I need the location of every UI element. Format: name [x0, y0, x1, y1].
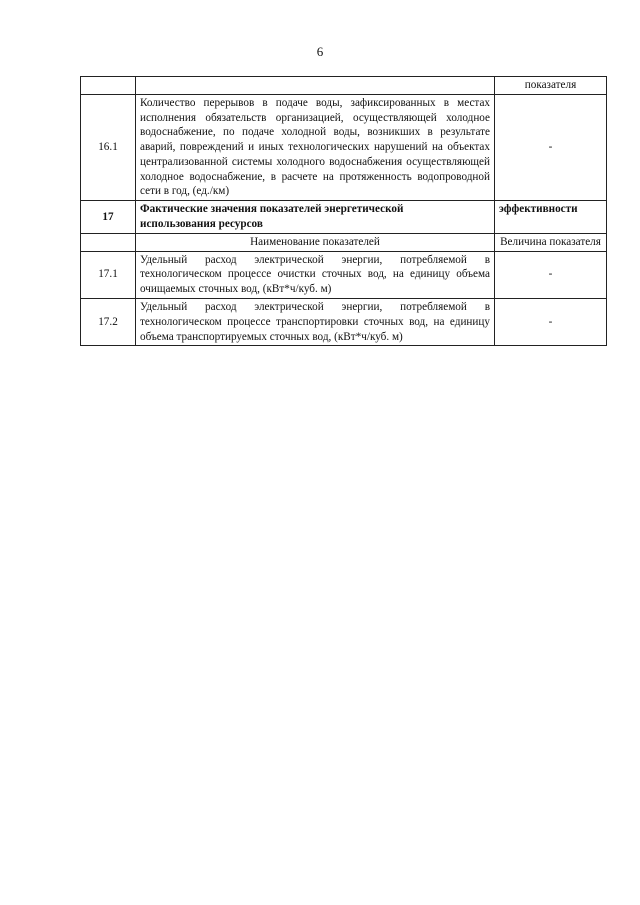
- indicator-value: -: [495, 298, 607, 345]
- table-row: [81, 94, 607, 200]
- indicator-value: -: [495, 94, 607, 200]
- subheader-row: [81, 233, 607, 251]
- section-row: [81, 201, 607, 234]
- row-number: 16.1: [81, 94, 136, 200]
- cell-name: [136, 77, 495, 95]
- indicator-description: Удельный расход электрической энергии, потребляемой в технологическом процессе очистки сточных вод, на единицу объема очищаемых сточных вод, (кВт*ч/куб. м): [136, 251, 495, 298]
- page-number: 6: [316, 44, 324, 59]
- indicator-value: -: [495, 251, 607, 298]
- table-row: [81, 77, 607, 95]
- indicator-description: Удельный расход электрической энергии, потребляемой в технологическом процессе транспортировки сточных вод, на единицу объема транспортируемых сточных вод, (кВт*ч/куб. м): [136, 298, 495, 345]
- indicator-description: Количество перерывов в подаче воды, зафиксированных в местах исполнения обязательств организацией, осуществляющей холодное водоснабжение, по подаче холодной воды, возникших в результате аварий, повреждений и иных технологических нарушений на объектах централизованной системы холодного водоснабжения осуществляющей холодное водоснабжение, в расчете на протяженность водопроводной сети в год, (ед./км): [136, 94, 495, 200]
- row-number: 17.1: [81, 251, 136, 298]
- column-header-name: Наименование показателей: [136, 233, 495, 251]
- section-number: 17: [81, 201, 136, 234]
- section-title-main: Фактические значения показателей энергетической: [140, 203, 404, 216]
- section-title: [136, 201, 495, 234]
- cell-num: [81, 77, 136, 95]
- indicators-table: [80, 76, 607, 346]
- table-row: [81, 298, 607, 345]
- section-title-line2: использования ресурсов: [140, 218, 263, 231]
- table-row: [81, 251, 607, 298]
- cell-value-header: показателя: [495, 77, 607, 95]
- row-number: 17.2: [81, 298, 136, 345]
- cell-num: [81, 233, 136, 251]
- section-title-tail: эффективности: [495, 201, 607, 234]
- column-header-value: Величина показателя: [495, 233, 607, 251]
